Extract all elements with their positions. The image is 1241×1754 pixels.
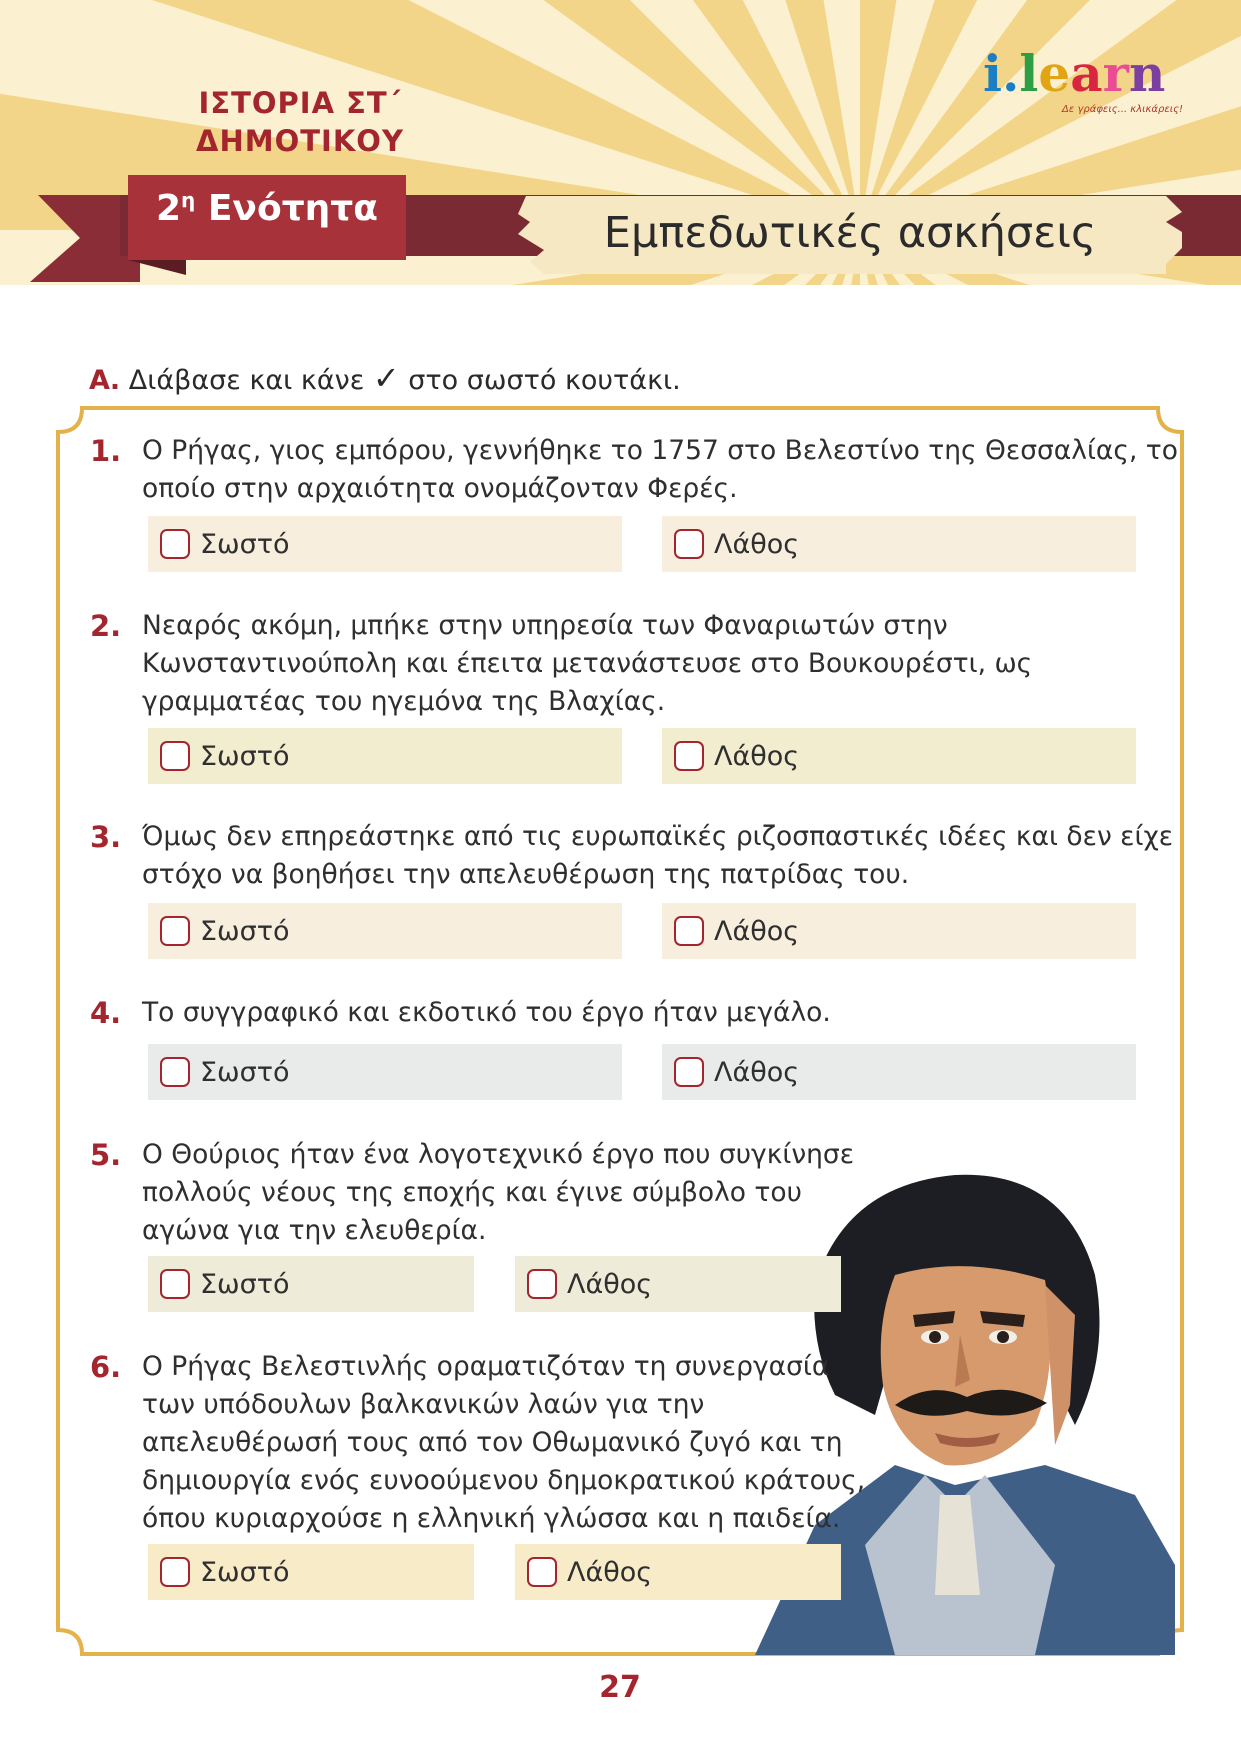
question-text-line: στόχο να βοηθήσει την απελευθέρωση της πατρίδας του.: [142, 859, 910, 890]
question-text: [142, 607, 1032, 721]
answer-label-false: Λάθος: [714, 740, 800, 772]
answer-label-true: Σωστό: [200, 740, 290, 772]
question-text-line: Ο Θούριος ήταν ένα λογοτεχνικό έργο που συγκίνησε: [142, 1139, 855, 1170]
answer-option-true[interactable]: [148, 1256, 474, 1312]
question-number: 5.: [90, 1138, 122, 1172]
question-text-line: Όμως δεν επηρεάστηκε από τις ευρωπαϊκές ριζοσπαστικές ιδέες και δεν είχε: [142, 821, 1174, 852]
page-number: 27: [599, 1670, 641, 1705]
logo-letter: l: [1019, 44, 1039, 103]
answer-label-true: Σωστό: [200, 1056, 290, 1088]
question-text-line: οποίο στην αρχαιότητα ονομάζονταν Φερές.: [142, 473, 738, 504]
answer-label-false: Λάθος: [714, 528, 800, 560]
checkbox-true[interactable]: [160, 1557, 190, 1587]
unit-ordinal-suffix: η: [181, 188, 196, 212]
unit-number: 2: [155, 188, 182, 229]
question-number: 1.: [90, 434, 122, 468]
checkbox-false[interactable]: [674, 529, 704, 559]
checkbox-false[interactable]: [527, 1557, 557, 1587]
question-number: 3.: [90, 820, 122, 854]
checkbox-false[interactable]: [674, 1057, 704, 1087]
answer-option-false[interactable]: [515, 1544, 841, 1600]
checkmark-icon: ✓: [372, 359, 400, 397]
question-number: 6.: [90, 1350, 122, 1384]
checkbox-true[interactable]: [160, 741, 190, 771]
answer-option-false[interactable]: [662, 516, 1136, 572]
answer-option-true[interactable]: [148, 1544, 474, 1600]
logo-letter: a: [1070, 44, 1103, 103]
question-text-line: απελευθέρωσή τους από τον Οθωμανικό ζυγό και τη: [142, 1427, 843, 1458]
answer-label-false: Λάθος: [714, 915, 800, 947]
checkbox-true[interactable]: [160, 916, 190, 946]
question-text-line: δημιουργία ενός ευνοούμενου δημοκρατικού κράτους,: [142, 1465, 866, 1496]
checkbox-true[interactable]: [160, 529, 190, 559]
instruction-text-after: στο σωστό κουτάκι.: [408, 365, 681, 396]
instruction-text-before: Διάβασε και κάνε: [128, 365, 365, 396]
answer-label-true: Σωστό: [200, 528, 290, 560]
question-text: [142, 1136, 854, 1250]
question-number: 4.: [90, 996, 122, 1030]
answer-option-true[interactable]: [148, 728, 622, 784]
question-text-line: των υπόδουλων βαλκανικών λαών για την: [142, 1389, 705, 1420]
question-text-line: αγώνα για την ελευθερία.: [142, 1215, 487, 1246]
question-text-line: Νεαρός ακόμη, μπήκε στην υπηρεσία των Φαναριωτών στην: [142, 610, 948, 641]
question-text: [142, 994, 831, 1032]
answer-option-false[interactable]: [515, 1256, 841, 1312]
question-text-line: όπου κυριαρχούσε η ελληνική γλώσσα και η παιδεία.: [142, 1503, 841, 1534]
unit-word: Ενότητα: [207, 188, 378, 229]
logo-letter: .: [1002, 44, 1020, 103]
checkbox-true[interactable]: [160, 1269, 190, 1299]
question-text-line: Ο Ρήγας Βελεστινλής οραματιζόταν τη συνεργασία: [142, 1351, 830, 1382]
checkbox-true[interactable]: [160, 1057, 190, 1087]
answer-option-false[interactable]: [662, 903, 1136, 959]
question-number: 2.: [90, 609, 122, 643]
section-title: Εμπεδωτικές ασκήσεις: [603, 208, 1097, 258]
subject-title-line2: ΔΗΜΟΤΙΚΟΥ: [196, 124, 404, 158]
question-text-line: πολλούς νέους της εποχής και έγινε σύμβολο του: [142, 1177, 802, 1208]
answer-option-true[interactable]: [148, 1044, 622, 1100]
answer-label-false: Λάθος: [567, 1556, 653, 1588]
logo-letter: e: [1038, 44, 1071, 103]
question-text-line: Κωνσταντινούπολη και έπειτα μετανάστευσε στο Βουκουρέστι, ως: [142, 648, 1033, 679]
logo-letter: r: [1102, 44, 1129, 103]
logo-letter: i: [983, 44, 1002, 103]
question-text: [142, 432, 1178, 508]
logo-tagline: Δε γράφεις... κλικάρεις!: [1062, 104, 1183, 115]
question-text-line: Το συγγραφικό και εκδοτικό του έργο ήταν μεγάλο.: [142, 997, 831, 1028]
answer-option-true[interactable]: [148, 516, 622, 572]
question-text-line: Ο Ρήγας, γιος εμπόρου, γεννήθηκε το 1757 στο Βελεστίνο της Θεσσαλίας, το: [142, 435, 1178, 466]
answer-option-true[interactable]: [148, 903, 622, 959]
answer-label-true: Σωστό: [200, 1268, 290, 1300]
question-text: [142, 1348, 865, 1538]
answer-option-false[interactable]: [662, 1044, 1136, 1100]
answer-label-false: Λάθος: [567, 1268, 653, 1300]
checkbox-false[interactable]: [674, 741, 704, 771]
subject-title-line1: ΙΣΤΟΡΙΑ ΣΤ΄: [198, 86, 402, 120]
checkbox-false[interactable]: [527, 1269, 557, 1299]
answer-label-true: Σωστό: [200, 915, 290, 947]
answer-option-false[interactable]: [662, 728, 1136, 784]
answer-label-true: Σωστό: [200, 1556, 290, 1588]
question-text-line: γραμματέας του ηγεμόνα της Βλαχίας.: [142, 686, 666, 717]
exercise-letter: Α.: [89, 365, 121, 396]
question-text: [142, 818, 1173, 894]
checkbox-false[interactable]: [674, 916, 704, 946]
logo-letter: n: [1128, 44, 1166, 103]
answer-label-false: Λάθος: [714, 1056, 800, 1088]
